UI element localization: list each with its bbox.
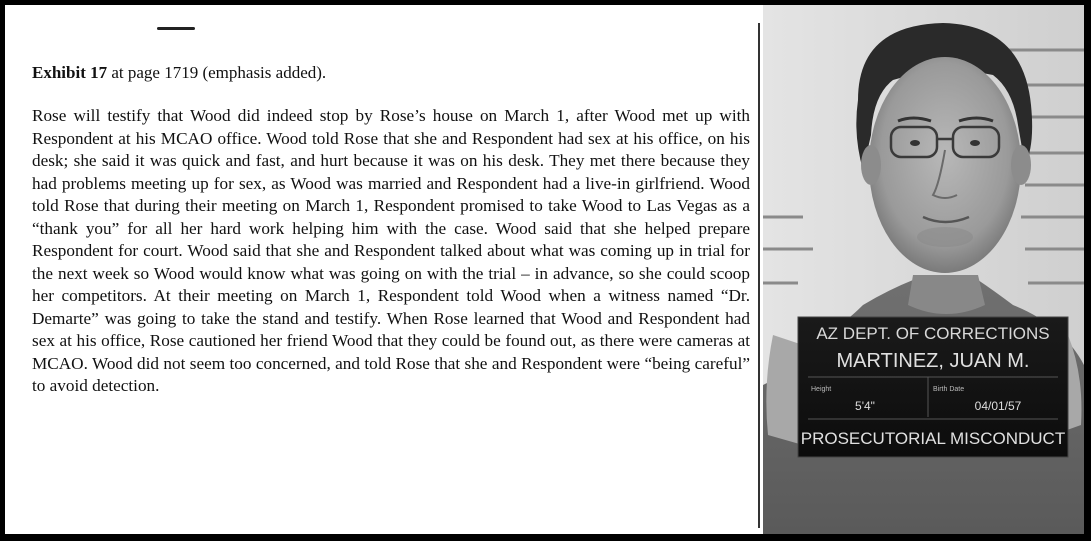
mugshot-photo bbox=[763, 5, 1084, 534]
placard-dob-value: 04/01/57 bbox=[974, 399, 1022, 413]
placard-name: MARTINEZ, JUAN M. bbox=[836, 350, 1030, 372]
dash-mark bbox=[157, 27, 195, 30]
mugshot-illustration bbox=[763, 5, 1084, 534]
frame-shadow-bottom bbox=[8, 535, 1091, 541]
placard-height-label: Height bbox=[811, 386, 832, 393]
testimony-paragraph: Rose will testify that Wood did indeed stop by Rose’s house on March 1, after Wood met up with Respondent at his MCAO office. Wood told Rose that she and Respondent had sex at his office, on his desk; she said it was quick and fast, and hurt because it was on his desk. They met there because they had problems meeting up for sex, as Wood was married and Respondent had a live-in girlfriend. Wood told Rose that during their meeting on March 1, Respondent promised to take Wood to Las Vegas as a “thank you” for all her hard work helping him with the case. Wood said that she helped prepare Respondent for court. Wood said that she and Respondent talked about what was coming up in trial for the next week so Wood would know what was going on with the trial – in advance, so she could scoop her competitors. At their meeting on March 1, Respondent told Wood when a witness named “Dr. Demarte” was going to take the stand and testify. When Rose learned that Wood and Respondent had sex at his office, Rose cautioned her friend Wood that they could be found out, as there were cameras at MCAO. Wood did not seem too concerned, and told Rose that she and Respondent were “being careful” to avoid detection. bbox=[32, 106, 750, 395]
placard-agency: AZ DEPT. OF CORRECTIONS bbox=[816, 324, 1050, 343]
exhibit-page-ref: at page 1719 (emphasis added). bbox=[107, 63, 327, 82]
frame-shadow-right bbox=[1085, 8, 1091, 541]
document-frame bbox=[3, 3, 1086, 536]
placard-charge: PROSECUTORIAL MISCONDUCT bbox=[800, 429, 1066, 448]
placard-dob-label: Birth Date bbox=[933, 386, 965, 393]
placard-height-value: 5'4" bbox=[855, 399, 875, 413]
column-divider bbox=[758, 23, 760, 528]
exhibit-label: Exhibit 17 bbox=[32, 63, 108, 82]
exhibit-heading bbox=[32, 63, 326, 83]
